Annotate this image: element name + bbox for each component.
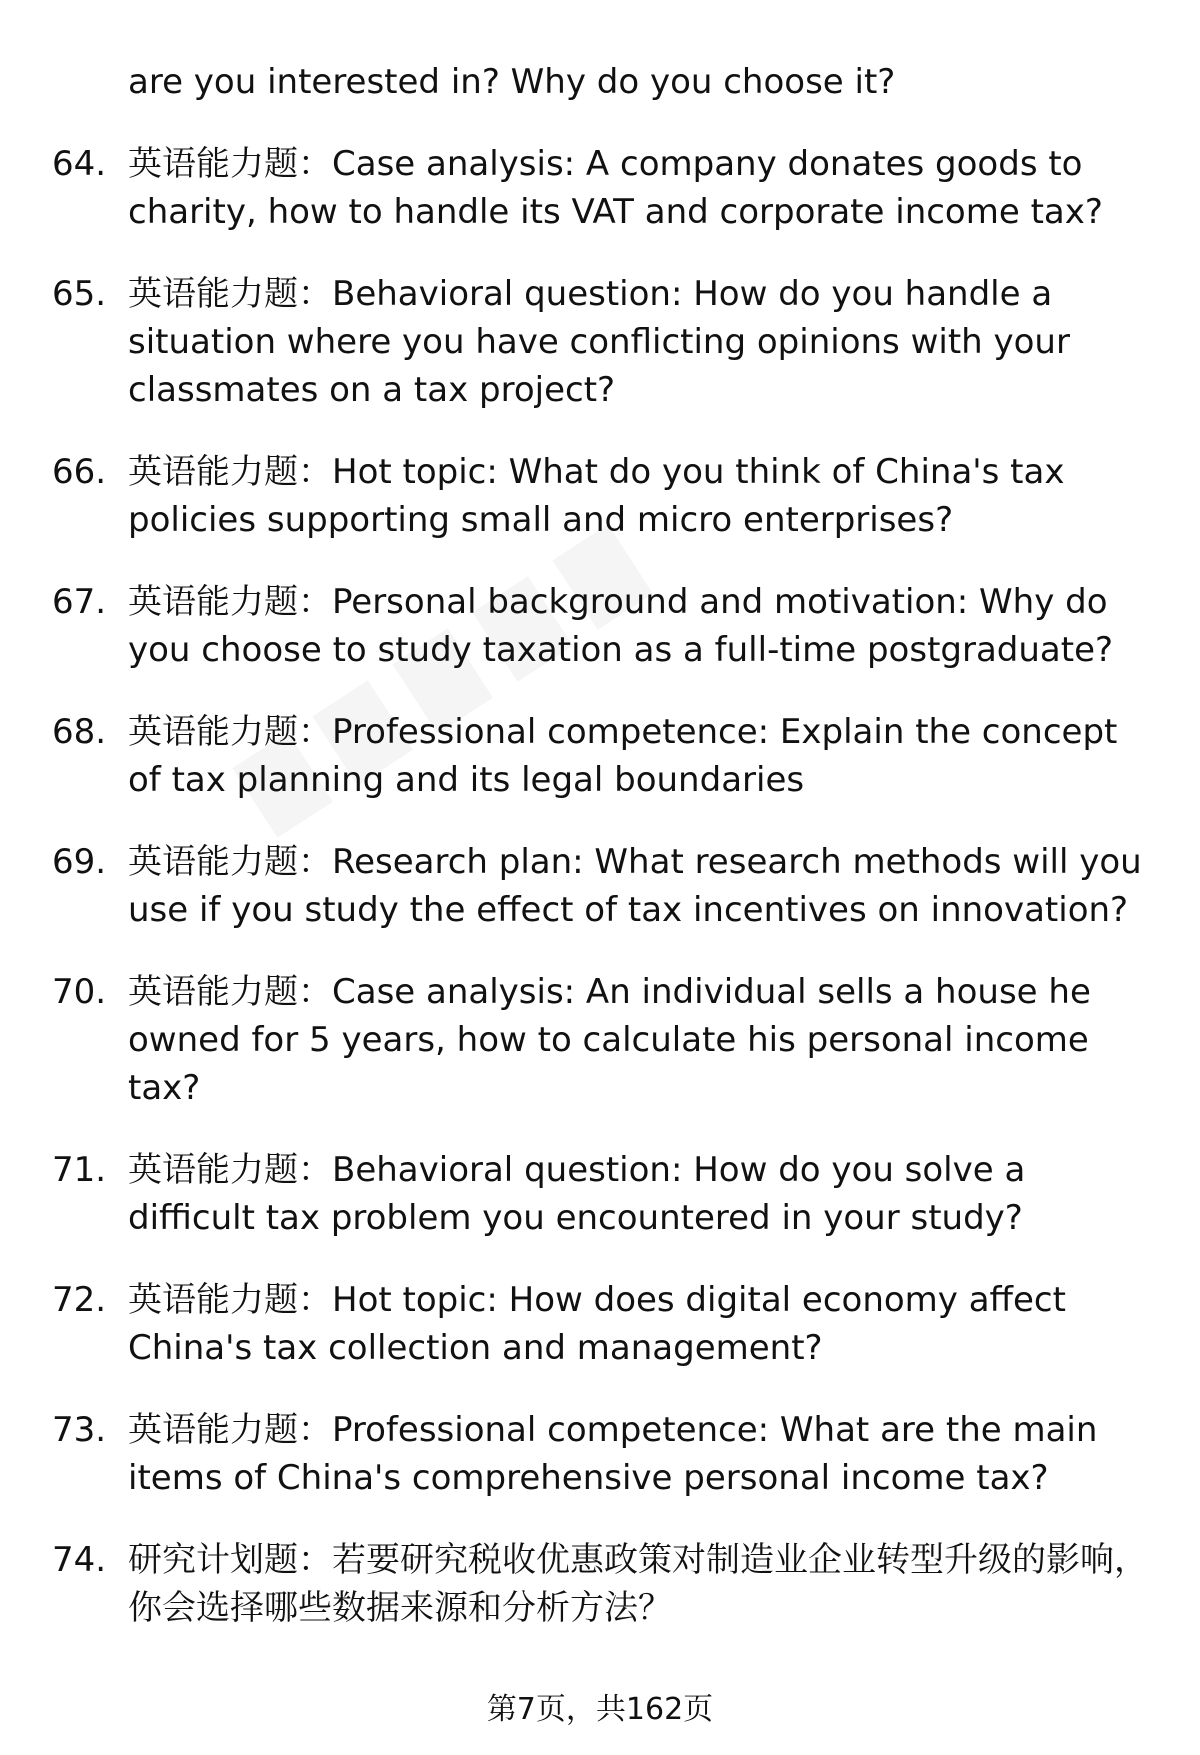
question-item-65 bbox=[52, 270, 1152, 414]
question-item-73 bbox=[52, 1406, 1152, 1502]
question-number: 65. bbox=[52, 274, 107, 314]
question-item-70 bbox=[52, 968, 1152, 1112]
question-number: 71. bbox=[52, 1150, 107, 1190]
question-item-72 bbox=[52, 1276, 1152, 1372]
question-list bbox=[52, 140, 1152, 1666]
question-number: 67. bbox=[52, 582, 107, 622]
question-text: 英语能力题：Behavioral question: How do you solve a difficult tax problem you encountered in your study? bbox=[128, 1150, 1026, 1238]
question-number: 69. bbox=[52, 842, 107, 882]
question-item-68 bbox=[52, 708, 1152, 804]
question-number: 73. bbox=[52, 1410, 107, 1450]
question-item-66 bbox=[52, 448, 1152, 544]
question-item-69 bbox=[52, 838, 1152, 934]
question-item-71 bbox=[52, 1146, 1152, 1242]
question-text: 英语能力题：Case analysis: A company donates goods to charity, how to handle its VAT and corporate income tax? bbox=[128, 144, 1103, 232]
question-text: 英语能力题：Professional competence: Explain the concept of tax planning and its legal boundaries bbox=[128, 712, 1118, 800]
question-item-67 bbox=[52, 578, 1152, 674]
question-number: 74. bbox=[52, 1540, 107, 1580]
continued-question-text: are you interested in? Why do you choose it? bbox=[128, 62, 896, 102]
question-number: 70. bbox=[52, 972, 107, 1012]
question-text: 英语能力题：Research plan: What research methods will you use if you study the effect of tax incentives on innovation? bbox=[128, 842, 1142, 930]
question-text: 英语能力题：Hot topic: What do you think of China's tax policies supporting small and micro enterprises? bbox=[128, 452, 1065, 540]
question-text: 英语能力题：Professional competence: What are the main items of China's comprehensive personal income tax? bbox=[128, 1410, 1098, 1498]
question-text: 英语能力题：Personal background and motivation: Why do you choose to study taxation as a full-time postgraduate? bbox=[128, 582, 1114, 670]
question-number: 68. bbox=[52, 712, 107, 752]
question-item-64 bbox=[52, 140, 1152, 236]
question-number: 72. bbox=[52, 1280, 107, 1320]
question-text: 研究计划题：若要研究税收优惠政策对制造业企业转型升级的影响，你会选择哪些数据来源和分析方法？ bbox=[128, 1540, 1148, 1628]
question-text: 英语能力题：Behavioral question: How do you handle a situation where you have conflicting opinions with your classmates on a tax project? bbox=[128, 274, 1070, 410]
question-text: 英语能力题：Case analysis: An individual sells a house he owned for 5 years, how to calculate his personal income tax? bbox=[128, 972, 1091, 1108]
question-number: 64. bbox=[52, 144, 107, 184]
question-number: 66. bbox=[52, 452, 107, 492]
page-number-footer: 第7页，共162页 bbox=[486, 1692, 714, 1727]
question-text: 英语能力题：Hot topic: How does digital economy affect China's tax collection and management? bbox=[128, 1280, 1066, 1368]
question-item-74 bbox=[52, 1536, 1152, 1632]
